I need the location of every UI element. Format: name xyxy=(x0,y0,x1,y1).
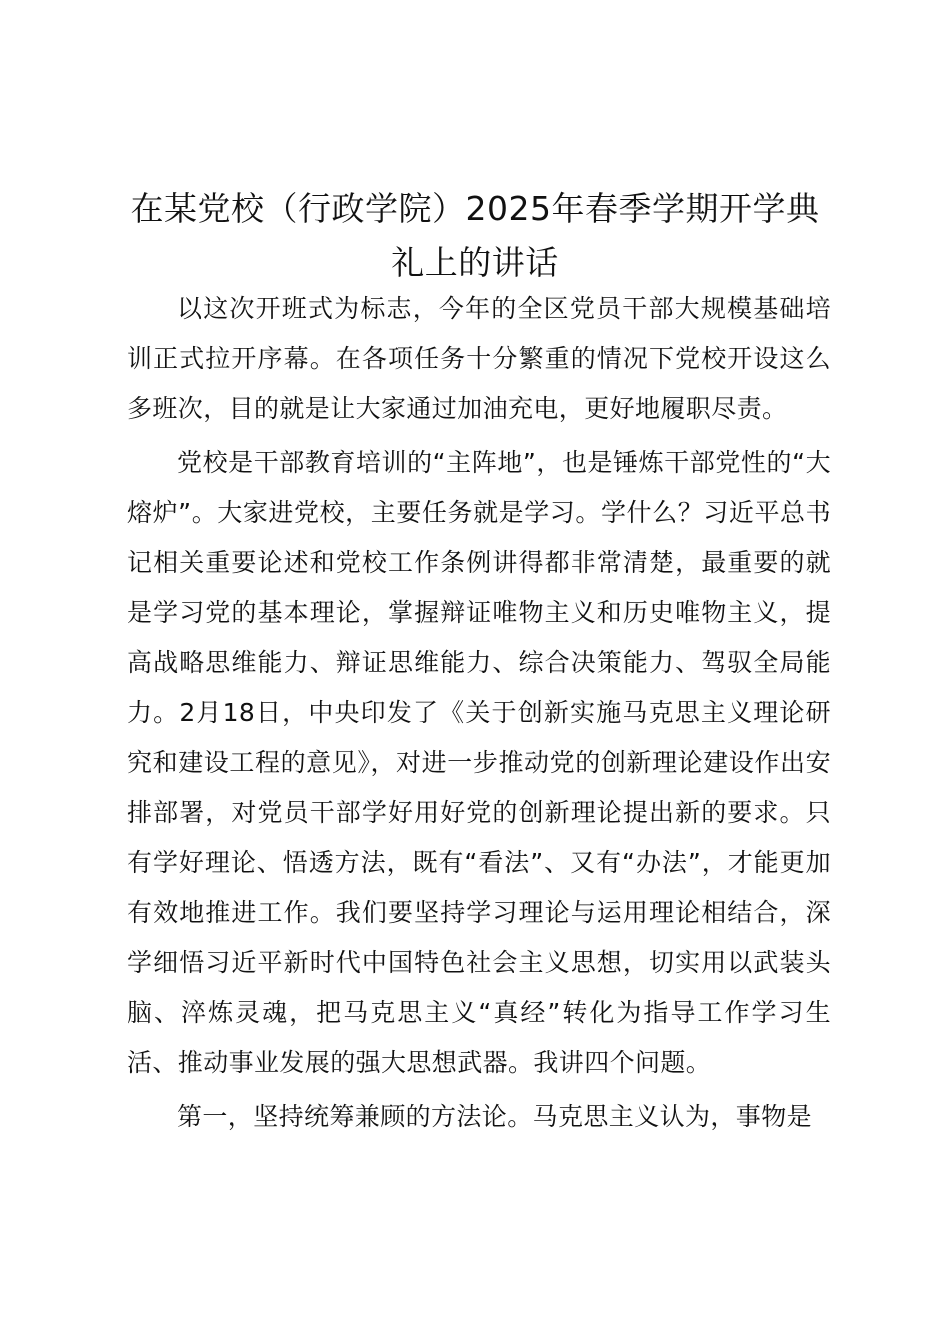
paragraph-party-school: 党校是干部教育培训的“主阵地”，也是锤炼干部党性的“大熔炉”。大家进党校，主要任务就是学习。学什么？习近平总书记相关重要论述和党校工作条例讲得都非常清楚，最重要的就是学习党的基本理论，掌握辩证唯物主义和历史唯物主义，提高战略思维能力、辩证思维能力、综合决策能力、驾驭全局能力。2月18日，中央印发了《关于创新实施马克思主义理论研究和建设工程的意见》，对进一步推动党的创新理论建设作出安排部署，对党员干部学好用好党的创新理论提出新的要求。只有学好理论、悟透方法，既有“看法”、又有“办法”，才能更加有效地推进工作。我们要坚持学习理论与运用理论相结合，深学细悟习近平新时代中国特色社会主义思想，切实用以武装头脑、淬炼灵魂，把马克思主义“真经”转化为指导工作学习生活、推动事业发展的强大思想武器。我讲四个问题。 xyxy=(127,448,831,1077)
document-title: 在某党校（行政学院）2025年春季学期开学典礼上的讲话 xyxy=(130,189,820,282)
document-body xyxy=(127,284,831,1142)
paragraph-intro: 以这次开班式为标志，今年的全区党员干部大规模基础培训正式拉开序幕。在各项任务十分繁重的情况下党校开设这么多班次，目的就是让大家通过加油充电，更好地履职尽责。 xyxy=(127,294,831,423)
paragraph-first-point: 第一，坚持统筹兼顾的方法论。马克思主义认为，事物是 xyxy=(177,1102,813,1131)
